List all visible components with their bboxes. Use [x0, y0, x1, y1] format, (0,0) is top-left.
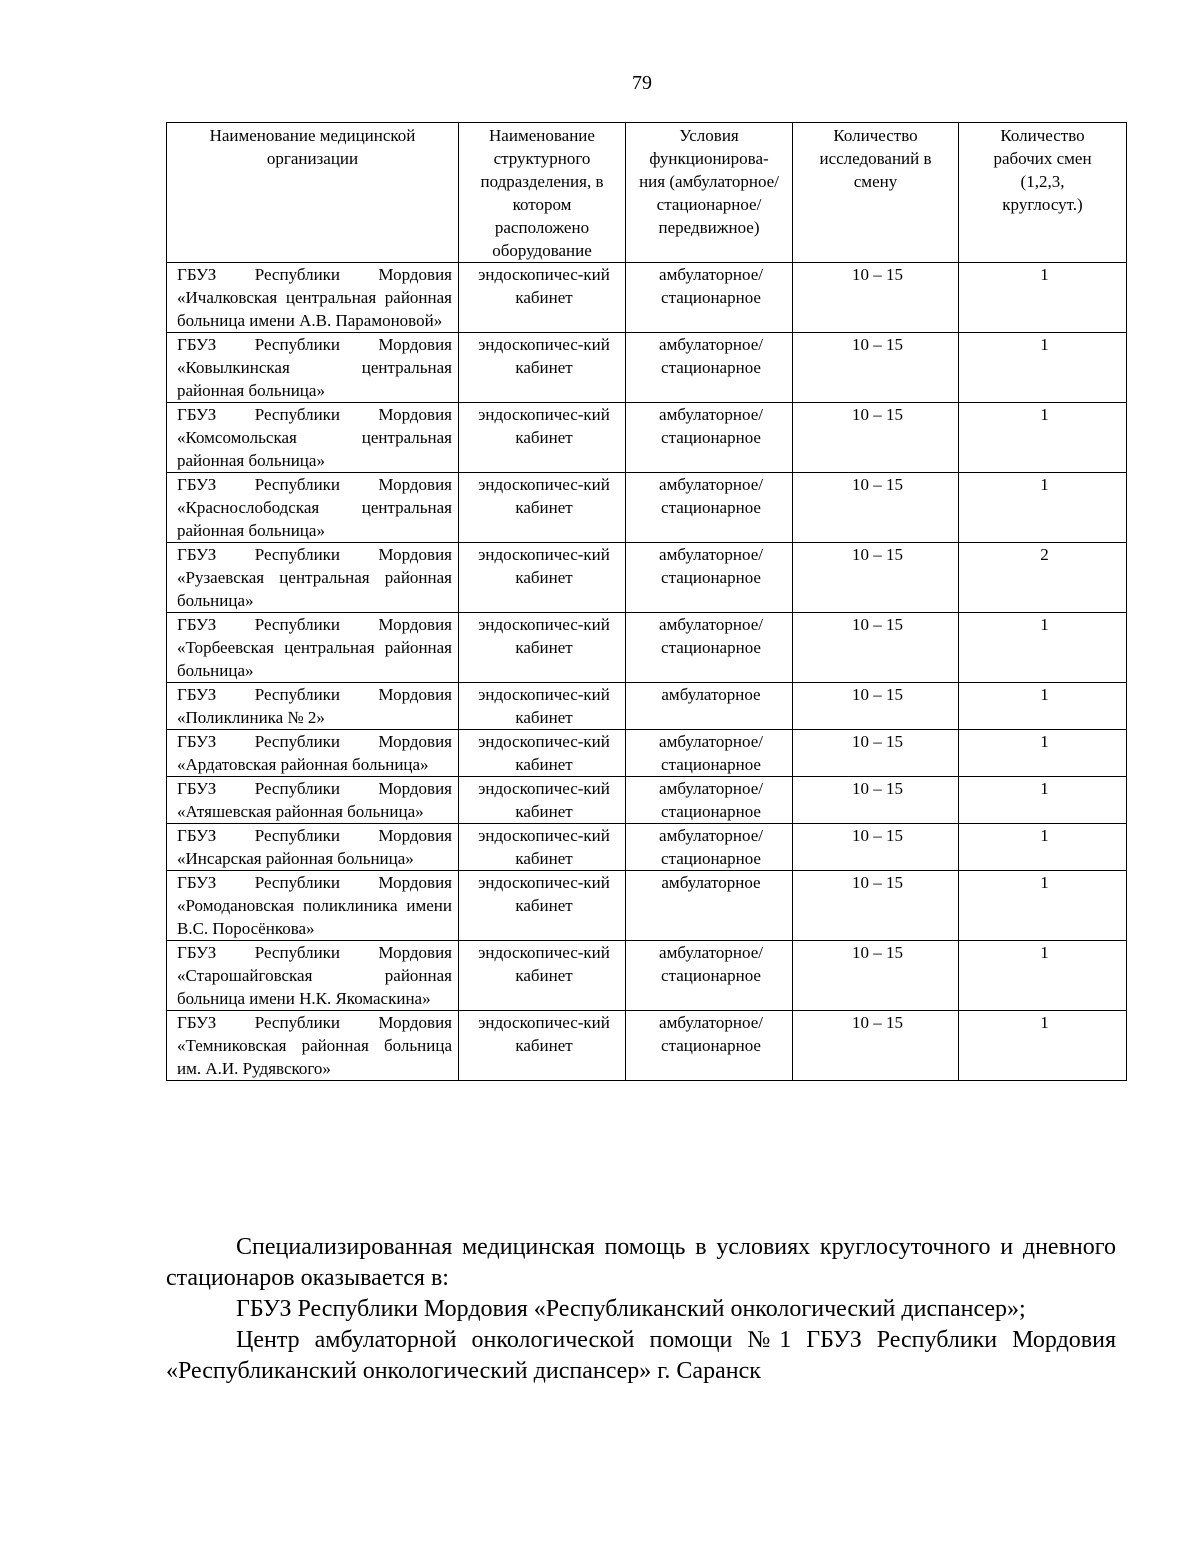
cell-org: ГБУЗ Республики Мордовия «Ковылкинская центральная районная больница» — [167, 333, 459, 403]
cell-shifts: 1 — [959, 824, 1127, 871]
cell-unit: эндоскопичес-кий кабинет — [459, 1011, 626, 1081]
header-conditions: Условия функционирова-ния (амбулаторное/ стационарное/ передвижное) — [626, 123, 793, 263]
cell-org: ГБУЗ Республики Мордовия «Комсомольская центральная районная больница» — [167, 403, 459, 473]
cell-unit: эндоскопичес-кий кабинет — [459, 730, 626, 777]
cell-unit: эндоскопичес-кий кабинет — [459, 871, 626, 941]
cell-unit: эндоскопичес-кий кабинет — [459, 941, 626, 1011]
cell-count: 10 – 15 — [793, 333, 959, 403]
cell-org: ГБУЗ Республики Мордовия «Темниковская районная больница им. А.И. Рудявского» — [167, 1011, 459, 1081]
cell-conditions: амбулаторное/ стационарное — [626, 473, 793, 543]
cell-unit: эндоскопичес-кий кабинет — [459, 683, 626, 730]
table-row — [167, 403, 1127, 473]
cell-shifts: 2 — [959, 543, 1127, 613]
cell-unit: эндоскопичес-кий кабинет — [459, 403, 626, 473]
cell-count: 10 – 15 — [793, 824, 959, 871]
cell-count: 10 – 15 — [793, 613, 959, 683]
paragraph-oncology-dispensary: ГБУЗ Республики Мордовия «Республиканский онкологический диспансер»; — [236, 1296, 1026, 1322]
cell-conditions: амбулаторное/ стационарное — [626, 543, 793, 613]
cell-conditions: амбулаторное/ стационарное — [626, 824, 793, 871]
cell-org: ГБУЗ Республики Мордовия «Старошайговская районная больница имени Н.К. Якомаскина» — [167, 941, 459, 1011]
header-org: Наименование медицинской организации — [167, 123, 459, 263]
page-number: 79 — [632, 72, 652, 94]
cell-org: ГБУЗ Республики Мордовия «Ромодановская поликлиника имени В.С. Поросёнкова» — [167, 871, 459, 941]
table-row — [167, 871, 1127, 941]
paragraph-outpatient-center: Центр амбулаторной онкологической помощи №1 ГБУЗ Республики Мордовия «Республиканский онкологический диспансер» г. Саранск — [166, 1327, 1116, 1384]
cell-org: ГБУЗ Республики Мордовия «Краснослободская центральная районная больница» — [167, 473, 459, 543]
table-row — [167, 683, 1127, 730]
cell-conditions: амбулаторное/ стационарное — [626, 777, 793, 824]
cell-shifts: 1 — [959, 473, 1127, 543]
cell-shifts: 1 — [959, 777, 1127, 824]
cell-shifts: 1 — [959, 1011, 1127, 1081]
table-row — [167, 263, 1127, 333]
header-unit: Наименование структурного подразделения, в котором расположено оборудование — [459, 123, 626, 263]
cell-unit: эндоскопичес-кий кабинет — [459, 473, 626, 543]
cell-unit: эндоскопичес-кий кабинет — [459, 613, 626, 683]
cell-unit: эндоскопичес-кий кабинет — [459, 263, 626, 333]
cell-shifts: 1 — [959, 403, 1127, 473]
cell-shifts: 1 — [959, 683, 1127, 730]
cell-shifts: 1 — [959, 263, 1127, 333]
table-row — [167, 777, 1127, 824]
cell-shifts: 1 — [959, 730, 1127, 777]
cell-conditions: амбулаторное — [626, 871, 793, 941]
cell-count: 10 – 15 — [793, 941, 959, 1011]
cell-count: 10 – 15 — [793, 683, 959, 730]
cell-count: 10 – 15 — [793, 777, 959, 824]
table-header-row — [167, 123, 1127, 263]
table-row — [167, 1011, 1127, 1081]
cell-org: ГБУЗ Республики Мордовия «Ичалковская центральная районная больница имени А.В. Парамоновой» — [167, 263, 459, 333]
header-count: Количество исследований в смену — [793, 123, 959, 263]
cell-unit: эндоскопичес-кий кабинет — [459, 824, 626, 871]
cell-org: ГБУЗ Республики Мордовия «Ардатовская районная больница» — [167, 730, 459, 777]
cell-conditions: амбулаторное/ стационарное — [626, 1011, 793, 1081]
body-text — [166, 1232, 1116, 1387]
cell-conditions: амбулаторное/ стационарное — [626, 403, 793, 473]
cell-shifts: 1 — [959, 941, 1127, 1011]
cell-count: 10 – 15 — [793, 473, 959, 543]
cell-shifts: 1 — [959, 871, 1127, 941]
cell-unit: эндоскопичес-кий кабинет — [459, 543, 626, 613]
cell-count: 10 – 15 — [793, 403, 959, 473]
cell-unit: эндоскопичес-кий кабинет — [459, 333, 626, 403]
paragraph-specialized-care: Специализированная медицинская помощь в условиях круглосуточного и дневного стационаров оказывается в: — [166, 1234, 1116, 1291]
cell-conditions: амбулаторное/ стационарное — [626, 613, 793, 683]
cell-count: 10 – 15 — [793, 1011, 959, 1081]
cell-conditions: амбулаторное/ стационарное — [626, 941, 793, 1011]
cell-conditions: амбулаторное — [626, 683, 793, 730]
cell-org: ГБУЗ Республики Мордовия «Поликлиника № 2» — [167, 683, 459, 730]
table-row — [167, 473, 1127, 543]
cell-conditions: амбулаторное/ стационарное — [626, 263, 793, 333]
cell-conditions: амбулаторное/ стационарное — [626, 730, 793, 777]
cell-conditions: амбулаторное/ стационарное — [626, 333, 793, 403]
cell-count: 10 – 15 — [793, 263, 959, 333]
table-row — [167, 333, 1127, 403]
cell-shifts: 1 — [959, 613, 1127, 683]
table-row — [167, 941, 1127, 1011]
cell-unit: эндоскопичес-кий кабинет — [459, 777, 626, 824]
header-shifts: Количество рабочих смен (1,2,3, круглосут.) — [959, 123, 1127, 263]
equipment-table — [166, 122, 1127, 1081]
cell-count: 10 – 15 — [793, 730, 959, 777]
table-row — [167, 824, 1127, 871]
cell-org: ГБУЗ Республики Мордовия «Торбеевская центральная районная больница» — [167, 613, 459, 683]
table-row — [167, 730, 1127, 777]
cell-org: ГБУЗ Республики Мордовия «Атяшевская районная больница» — [167, 777, 459, 824]
cell-org: ГБУЗ Республики Мордовия «Инсарская районная больница» — [167, 824, 459, 871]
cell-count: 10 – 15 — [793, 543, 959, 613]
table-row — [167, 613, 1127, 683]
table-row — [167, 543, 1127, 613]
cell-count: 10 – 15 — [793, 871, 959, 941]
cell-shifts: 1 — [959, 333, 1127, 403]
cell-org: ГБУЗ Республики Мордовия «Рузаевская центральная районная больница» — [167, 543, 459, 613]
